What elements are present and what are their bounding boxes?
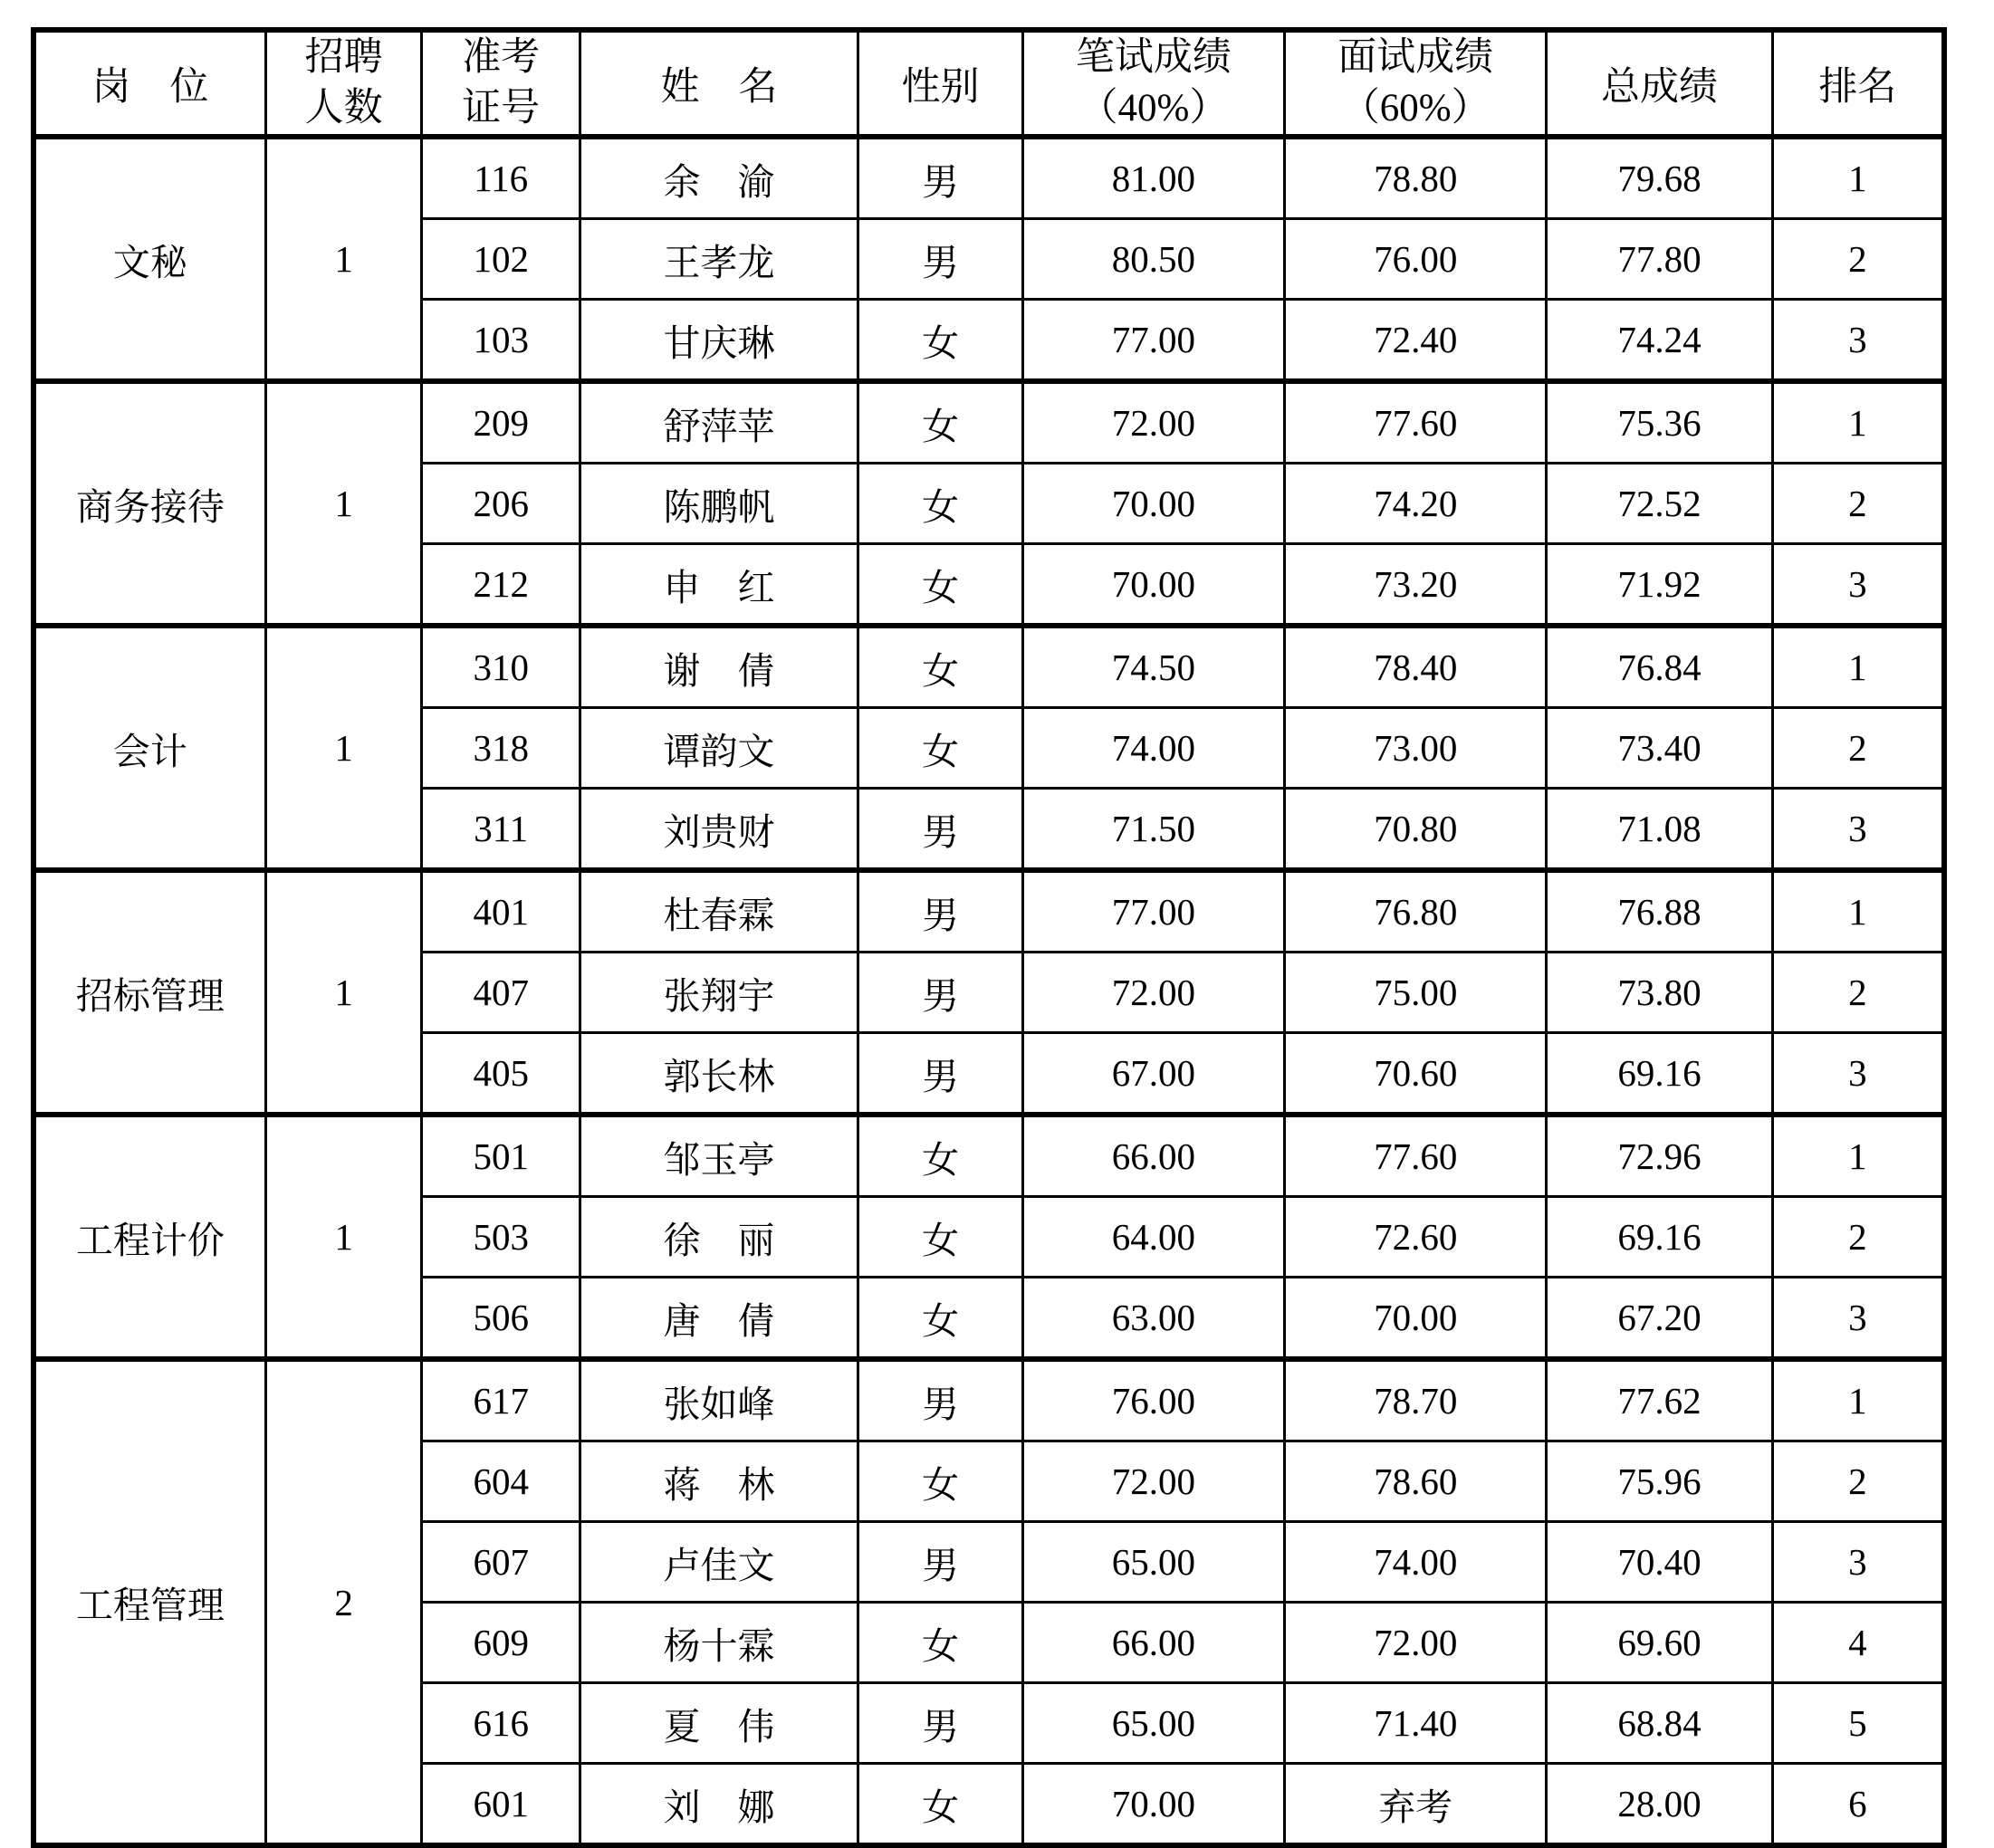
header-gender: 性别 [858, 30, 1023, 137]
cell-rank: 3 [1772, 544, 1944, 627]
cell-recruit-count: 1 [265, 381, 422, 626]
cell-total-score: 79.68 [1547, 137, 1772, 219]
cell-written-score: 74.00 [1022, 708, 1284, 789]
cell-name: 陈鹏帆 [580, 464, 858, 544]
cell-exam-id: 116 [422, 137, 580, 219]
cell-interview-score: 70.80 [1285, 789, 1547, 871]
cell-exam-id: 616 [422, 1683, 580, 1764]
cell-recruit-count: 1 [265, 626, 422, 870]
cell-gender: 男 [858, 1683, 1023, 1764]
cell-recruit-count: 2 [265, 1359, 422, 1845]
cell-rank: 4 [1772, 1603, 1944, 1683]
cell-written-score: 71.50 [1022, 789, 1284, 871]
cell-name: 刘贵财 [580, 789, 858, 871]
header-line: 准考 [462, 36, 541, 80]
cell-position: 商务接待 [34, 381, 265, 626]
cell-gender: 女 [858, 1115, 1023, 1197]
cell-exam-id: 209 [422, 381, 580, 464]
cell-interview-score: 72.00 [1285, 1603, 1547, 1683]
cell-total-score: 68.84 [1547, 1683, 1772, 1764]
cell-total-score: 76.84 [1547, 626, 1772, 708]
cell-rank: 3 [1772, 300, 1944, 382]
cell-exam-id: 407 [422, 953, 580, 1033]
table-row [34, 137, 1944, 219]
cell-rank: 5 [1772, 1683, 1944, 1764]
header-position: 岗 位 [34, 30, 265, 137]
cell-interview-score: 75.00 [1285, 953, 1547, 1033]
header-line: 面试成绩 [1337, 36, 1494, 80]
cell-rank: 1 [1772, 626, 1944, 708]
cell-interview-score: 78.40 [1285, 626, 1547, 708]
cell-written-score: 67.00 [1022, 1033, 1284, 1116]
cell-name: 夏 伟 [580, 1683, 858, 1764]
cell-gender: 男 [858, 870, 1023, 953]
cell-gender: 女 [858, 300, 1023, 382]
cell-total-score: 77.80 [1547, 219, 1772, 300]
cell-interview-score: 78.70 [1285, 1359, 1547, 1441]
cell-total-score: 71.08 [1547, 789, 1772, 871]
cell-gender: 男 [858, 1359, 1023, 1441]
cell-gender: 男 [858, 1522, 1023, 1603]
cell-name: 谭韵文 [580, 708, 858, 789]
cell-total-score: 72.52 [1547, 464, 1772, 544]
cell-total-score: 71.92 [1547, 544, 1772, 627]
cell-gender: 男 [858, 789, 1023, 871]
cell-gender: 男 [858, 137, 1023, 219]
cell-exam-id: 609 [422, 1603, 580, 1683]
cell-total-score: 70.40 [1547, 1522, 1772, 1603]
cell-name: 王孝龙 [580, 219, 858, 300]
cell-exam-id: 617 [422, 1359, 580, 1441]
cell-rank: 1 [1772, 137, 1944, 219]
header-row [34, 30, 1944, 137]
table-row [34, 870, 1944, 953]
cell-position: 工程管理 [34, 1359, 265, 1845]
cell-exam-id: 102 [422, 219, 580, 300]
cell-written-score: 66.00 [1022, 1603, 1284, 1683]
cell-exam-id: 506 [422, 1278, 580, 1360]
cell-written-score: 72.00 [1022, 381, 1284, 464]
cell-name: 蒋 林 [580, 1441, 858, 1522]
cell-total-score: 69.16 [1547, 1197, 1772, 1278]
cell-rank: 1 [1772, 381, 1944, 464]
cell-interview-score: 71.40 [1285, 1683, 1547, 1764]
cell-rank: 3 [1772, 789, 1944, 871]
cell-name: 谢 倩 [580, 626, 858, 708]
cell-interview-score: 74.20 [1285, 464, 1547, 544]
cell-total-score: 75.96 [1547, 1441, 1772, 1522]
cell-name: 唐 倩 [580, 1278, 858, 1360]
header-total-score: 总成绩 [1547, 30, 1772, 137]
header-name: 姓 名 [580, 30, 858, 137]
cell-rank: 3 [1772, 1278, 1944, 1360]
cell-name: 徐 丽 [580, 1197, 858, 1278]
cell-total-score: 76.88 [1547, 870, 1772, 953]
cell-rank: 6 [1772, 1764, 1944, 1846]
cell-written-score: 77.00 [1022, 300, 1284, 382]
score-table [31, 27, 1947, 1848]
cell-written-score: 81.00 [1022, 137, 1284, 219]
cell-written-score: 64.00 [1022, 1197, 1284, 1278]
cell-name: 余 渝 [580, 137, 858, 219]
cell-exam-id: 103 [422, 300, 580, 382]
cell-rank: 2 [1772, 464, 1944, 544]
header-line: 证号 [462, 87, 541, 129]
document-sheet [31, 27, 1947, 1828]
cell-name: 刘 娜 [580, 1764, 858, 1846]
cell-gender: 女 [858, 626, 1023, 708]
cell-written-score: 77.00 [1022, 870, 1284, 953]
cell-name: 杨十霖 [580, 1603, 858, 1683]
table-row [34, 1359, 1944, 1441]
cell-interview-score: 77.60 [1285, 1115, 1547, 1197]
cell-interview-score: 73.20 [1285, 544, 1547, 627]
cell-interview-score: 77.60 [1285, 381, 1547, 464]
cell-written-score: 63.00 [1022, 1278, 1284, 1360]
cell-rank: 2 [1772, 953, 1944, 1033]
cell-gender: 女 [858, 1441, 1023, 1522]
cell-total-score: 69.60 [1547, 1603, 1772, 1683]
header-written-score [1022, 30, 1284, 137]
cell-rank: 2 [1772, 708, 1944, 789]
header-interview-score [1285, 30, 1547, 137]
cell-total-score: 67.20 [1547, 1278, 1772, 1360]
cell-written-score: 70.00 [1022, 544, 1284, 627]
cell-name: 张翔宇 [580, 953, 858, 1033]
header-line: 人数 [304, 87, 383, 129]
cell-exam-id: 311 [422, 789, 580, 871]
header-rank: 排名 [1772, 30, 1944, 137]
cell-interview-score: 72.60 [1285, 1197, 1547, 1278]
header-line: （60%） [1340, 87, 1491, 129]
cell-exam-id: 601 [422, 1764, 580, 1846]
cell-exam-id: 401 [422, 870, 580, 953]
cell-written-score: 80.50 [1022, 219, 1284, 300]
cell-gender: 女 [858, 381, 1023, 464]
header-line: 笔试成绩 [1075, 36, 1232, 80]
cell-interview-score: 76.80 [1285, 870, 1547, 953]
cell-total-score: 73.80 [1547, 953, 1772, 1033]
cell-rank: 2 [1772, 219, 1944, 300]
cell-rank: 3 [1772, 1522, 1944, 1603]
cell-interview-score: 72.40 [1285, 300, 1547, 382]
cell-interview-score: 76.00 [1285, 219, 1547, 300]
cell-interview-score: 73.00 [1285, 708, 1547, 789]
cell-position: 工程计价 [34, 1115, 265, 1359]
cell-gender: 女 [858, 1197, 1023, 1278]
cell-exam-id: 501 [422, 1115, 580, 1197]
cell-total-score: 72.96 [1547, 1115, 1772, 1197]
cell-written-score: 72.00 [1022, 953, 1284, 1033]
cell-gender: 女 [858, 544, 1023, 627]
cell-rank: 1 [1772, 1115, 1944, 1197]
cell-interview-score: 78.80 [1285, 137, 1547, 219]
cell-total-score: 69.16 [1547, 1033, 1772, 1116]
cell-written-score: 70.00 [1022, 464, 1284, 544]
cell-recruit-count: 1 [265, 870, 422, 1115]
cell-written-score: 65.00 [1022, 1522, 1284, 1603]
cell-name: 卢佳文 [580, 1522, 858, 1603]
cell-gender: 女 [858, 1603, 1023, 1683]
cell-gender: 男 [858, 219, 1023, 300]
header-exam-id [422, 30, 580, 137]
cell-total-score: 74.24 [1547, 300, 1772, 382]
cell-gender: 女 [858, 1278, 1023, 1360]
header-line: 招聘 [304, 36, 383, 80]
cell-total-score: 28.00 [1547, 1764, 1772, 1846]
table-row [34, 1115, 1944, 1197]
cell-interview-score: 70.00 [1285, 1278, 1547, 1360]
cell-name: 甘庆琳 [580, 300, 858, 382]
cell-name: 申 红 [580, 544, 858, 627]
cell-written-score: 66.00 [1022, 1115, 1284, 1197]
cell-rank: 2 [1772, 1197, 1944, 1278]
cell-written-score: 70.00 [1022, 1764, 1284, 1846]
cell-recruit-count: 1 [265, 137, 422, 381]
cell-exam-id: 318 [422, 708, 580, 789]
cell-exam-id: 607 [422, 1522, 580, 1603]
cell-total-score: 73.40 [1547, 708, 1772, 789]
cell-name: 郭长林 [580, 1033, 858, 1116]
cell-name: 张如峰 [580, 1359, 858, 1441]
cell-written-score: 72.00 [1022, 1441, 1284, 1522]
cell-interview-score: 74.00 [1285, 1522, 1547, 1603]
cell-interview-score: 弃考 [1285, 1764, 1547, 1846]
cell-position: 会计 [34, 626, 265, 870]
cell-rank: 1 [1772, 870, 1944, 953]
cell-rank: 1 [1772, 1359, 1944, 1441]
cell-total-score: 77.62 [1547, 1359, 1772, 1441]
table-row [34, 626, 1944, 708]
cell-exam-id: 405 [422, 1033, 580, 1116]
cell-name: 邹玉亭 [580, 1115, 858, 1197]
cell-written-score: 65.00 [1022, 1683, 1284, 1764]
cell-gender: 男 [858, 953, 1023, 1033]
cell-exam-id: 212 [422, 544, 580, 627]
cell-exam-id: 503 [422, 1197, 580, 1278]
cell-written-score: 76.00 [1022, 1359, 1284, 1441]
cell-interview-score: 70.60 [1285, 1033, 1547, 1116]
cell-position: 招标管理 [34, 870, 265, 1115]
cell-gender: 女 [858, 708, 1023, 789]
cell-rank: 3 [1772, 1033, 1944, 1116]
cell-rank: 2 [1772, 1441, 1944, 1522]
cell-interview-score: 78.60 [1285, 1441, 1547, 1522]
cell-recruit-count: 1 [265, 1115, 422, 1359]
header-line: （40%） [1078, 87, 1229, 129]
cell-exam-id: 206 [422, 464, 580, 544]
cell-gender: 女 [858, 464, 1023, 544]
table-row [34, 381, 1944, 464]
cell-total-score: 75.36 [1547, 381, 1772, 464]
cell-gender: 男 [858, 1033, 1023, 1116]
cell-name: 杜春霖 [580, 870, 858, 953]
cell-name: 舒萍苹 [580, 381, 858, 464]
cell-exam-id: 310 [422, 626, 580, 708]
header-recruit-count [265, 30, 422, 137]
cell-exam-id: 604 [422, 1441, 580, 1522]
cell-position: 文秘 [34, 137, 265, 381]
cell-written-score: 74.50 [1022, 626, 1284, 708]
cell-gender: 女 [858, 1764, 1023, 1846]
